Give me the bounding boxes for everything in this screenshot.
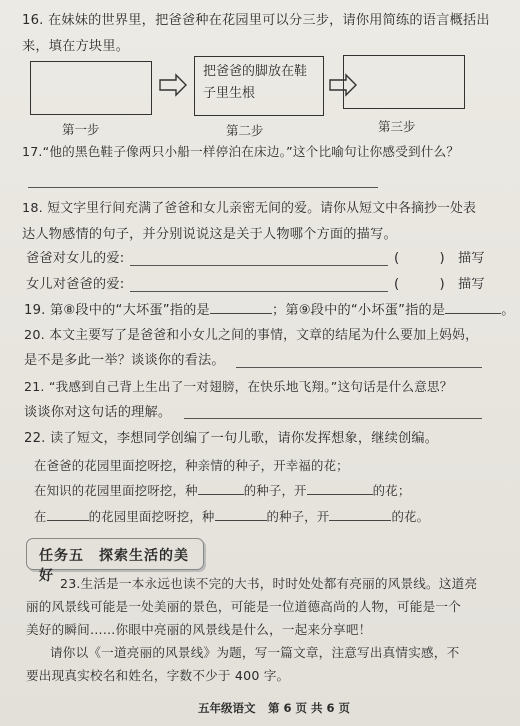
- q22-verse3: [34, 508, 429, 526]
- q22-verse2: [34, 482, 410, 500]
- q19-part1: 19. 第⑧段中的“大坏蛋”指的是: [24, 303, 210, 318]
- q22-verse2-blank2[interactable]: [307, 482, 373, 495]
- q22-line1: 22. 读了短文，李想同学创编了一句儿歌，请你发挥想象，继续创编。: [24, 431, 439, 446]
- q18-line1: 18. 短文字里行间充满了爸爸和女儿亲密无间的爱。请你从短文中各摘抄一处表: [22, 201, 477, 216]
- q22-verse2-c: 的花；: [372, 483, 411, 498]
- q17-text: 17.“他的黑色鞋子像两只小船一样停泊在床边。”这个比喻句让你感受到什么？: [22, 144, 460, 159]
- q22-verse2-blank1[interactable]: [198, 482, 244, 495]
- q19-blank2[interactable]: [445, 301, 501, 314]
- q22-verse3-b: 的花园里面挖呀挖，种: [88, 509, 215, 524]
- footer-page: 第 6 页 共 6 页: [268, 701, 351, 715]
- q18-row2-line[interactable]: [130, 291, 388, 292]
- q22-verse3-blank1[interactable]: [47, 508, 89, 521]
- arrow-right-icon: [158, 73, 188, 97]
- q20-answer-line[interactable]: [236, 367, 482, 368]
- q16-line1: 16. 在妹妹的世界里，把爸爸种在花园里可以分三步，请你用简练的语言概括出: [22, 13, 490, 28]
- step3-caption: 第三步: [378, 119, 416, 134]
- q22-verse3-blank2[interactable]: [215, 508, 267, 521]
- q18-row1-paren[interactable]: ( ): [394, 251, 445, 266]
- q19-end: 。: [501, 303, 515, 318]
- q22-verse2-a: 在知识的花园里面挖呀挖，种: [34, 483, 198, 498]
- q23-line1: 23.生活是一本永远也读不完的大书，时时处处都有亮丽的风景线。这道亮: [60, 576, 478, 591]
- q22-verse3-blank3[interactable]: [329, 508, 391, 521]
- q18-row2-suffix: 描写: [458, 277, 485, 292]
- q22-verse1: 在爸爸的花园里面挖呀挖，种亲情的种子，开幸福的花；: [34, 458, 349, 473]
- section-title: 任务五 探索生活的美好: [39, 548, 189, 584]
- q20-line1: 20. 本文主要写了是爸爸和小女儿之间的事情，文章的结尾为什么要加上妈妈，: [24, 328, 479, 343]
- step1-caption: 第一步: [62, 122, 100, 137]
- q19-text: [24, 301, 515, 320]
- q18-row2-paren[interactable]: ( ): [394, 277, 445, 292]
- q18-row2-label: 女儿对爸爸的爱:: [26, 277, 125, 292]
- q18-row1-line[interactable]: [130, 265, 388, 266]
- section-header: [26, 538, 204, 584]
- step1-box[interactable]: [30, 61, 152, 115]
- step2-box: [194, 56, 324, 116]
- q18-row1-suffix: 描写: [458, 251, 485, 266]
- q21-answer-line[interactable]: [184, 418, 482, 419]
- step2-caption: 第二步: [226, 123, 264, 138]
- q22-verse3-a: 在: [34, 509, 47, 524]
- q23-line4: 请你以《一道亮丽的风景线》为题，写一篇文章，注意写出真情实感，不: [50, 645, 460, 660]
- q19-blank1[interactable]: [210, 301, 272, 314]
- q23-line3: 美好的瞬间……你眼中亮丽的风景线是什么，一起来分享吧！: [26, 622, 372, 637]
- step2-text: 把爸爸的脚放在鞋子里生根: [203, 64, 308, 101]
- q19-part2: ；第⑨段中的“小坏蛋”指的是: [271, 303, 446, 318]
- q17-answer-line[interactable]: [28, 187, 378, 188]
- q23-line2: 丽的风景线可能是一处美丽的景色，可能是一位道德高尚的人物，可能是一个: [26, 599, 461, 614]
- step3-box[interactable]: [343, 55, 465, 109]
- q18-line2: 达人物感情的句子，并分别说说这是关于人物哪个方面的描写。: [22, 227, 397, 242]
- q21-line2: 谈谈你对这句话的理解。: [24, 405, 172, 420]
- footer-subject: 五年级语文: [198, 701, 256, 715]
- q22-verse3-c: 的种子，开: [266, 509, 330, 524]
- q20-line2: 是不是多此一举？谈谈你的看法。: [24, 353, 225, 368]
- q23-line5: 要出现真实校名和姓名，字数不少于 400 字。: [26, 668, 290, 683]
- q18-row1-label: 爸爸对女儿的爱:: [26, 251, 125, 266]
- q16-line2: 来，填在方块里。: [22, 39, 130, 54]
- q22-verse3-d: 的花。: [391, 509, 430, 524]
- q22-verse2-b: 的种子，开: [243, 483, 307, 498]
- q21-line1: 21. “我感到自己背上生出了一对翅膀，在快乐地飞翔。”这句话是什么意思？: [24, 379, 453, 394]
